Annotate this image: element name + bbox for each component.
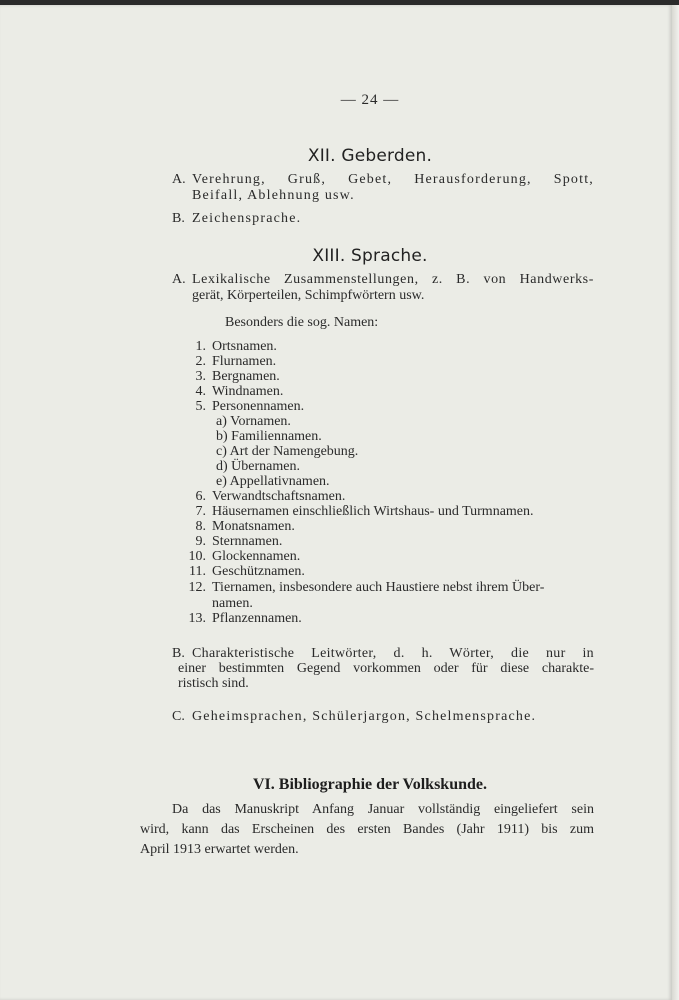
section-xiii-b-line3: ristisch sind. [178,676,249,691]
section-vi-line3: April 1913 erwartet werden. [140,842,299,857]
section-xiii-title: XIII. Sprache. [312,246,428,266]
list-item: 10. Glockennamen. [188,549,301,564]
list-item: 7. Häusernamen einschließlich Wirtshaus- und Turmnamen. [195,504,534,519]
list-subitem: a) Vornamen. [216,414,291,429]
list-subitem: d) Übernamen. [216,459,300,474]
list-item: 6. Verwandtschaftsnamen. [195,489,346,504]
list-item: namen. [212,596,253,611]
list-item: 5. Personennamen. [195,399,305,414]
list-item: 4. Windnamen. [195,384,284,399]
list-item: 9. Sternnamen. [195,534,283,549]
section-xii-b-prefix: B. [172,211,185,226]
section-xii-a-prefix: A. [172,172,186,187]
page-number: — 24 — [340,92,400,108]
list-item: 11. Geschütznamen. [189,564,305,579]
section-xiii-a-prefix: A. [172,272,186,287]
section-xii-a-line2: Beifall, Ablehnung usw. [192,188,355,203]
section-xiii-a-line1: Lexikalische Zusammenstellungen, z. B. von Handwerks- [192,272,594,287]
section-xii-title: XII. Geberden. [307,146,433,166]
section-xii-b-line1: Zeichensprache. [192,211,302,226]
section-vi-line1: Da das Manuskript Anfang Januar vollständig eingeliefert sein [172,802,594,817]
section-xii-a-line1: Verehrung, Gruß, Gebet, Herausforderung, Spott, [192,172,594,187]
list-subitem: c) Art der Namengebung. [216,444,359,459]
section-xiii-a-line2: gerät, Körperteilen, Schimpfwörtern usw. [192,288,425,303]
section-xiii-b-line1: Charakteristische Leitwörter, d. h. Wörter, die nur in [192,646,594,661]
section-vi-line2: wird, kann das Erscheinen des ersten Bandes (Jahr 1911) bis zum [140,822,594,837]
list-item: 3. Bergnamen. [195,369,280,384]
list-subitem: e) Appellativnamen. [216,474,330,489]
list-item: 2. Flurnamen. [195,354,277,369]
names-intro: Besonders die sog. Namen: [225,315,379,330]
list-item: 8. Monatsnamen. [195,519,295,534]
list-item: 12. Tiernamen, insbesondere auch Haustiere nebst ihrem Über- [188,580,545,595]
section-xiii-c-line1: Geheimsprachen, Schülerjargon, Schelmensprache. [192,709,537,724]
section-vi-title: VI. Bibliographie der Volkskunde. [252,776,487,793]
section-xiii-c-prefix: C. [172,709,185,724]
section-xiii-b-prefix: B. [172,646,185,661]
list-item: 1. Ortsnamen. [195,339,277,354]
list-subitem: b) Familiennamen. [216,429,322,444]
section-xiii-b-line2: einer bestimmten Gegend vorkommen oder für diese charakte- [178,661,594,676]
list-item: 13. Pflanzennamen. [188,611,302,626]
